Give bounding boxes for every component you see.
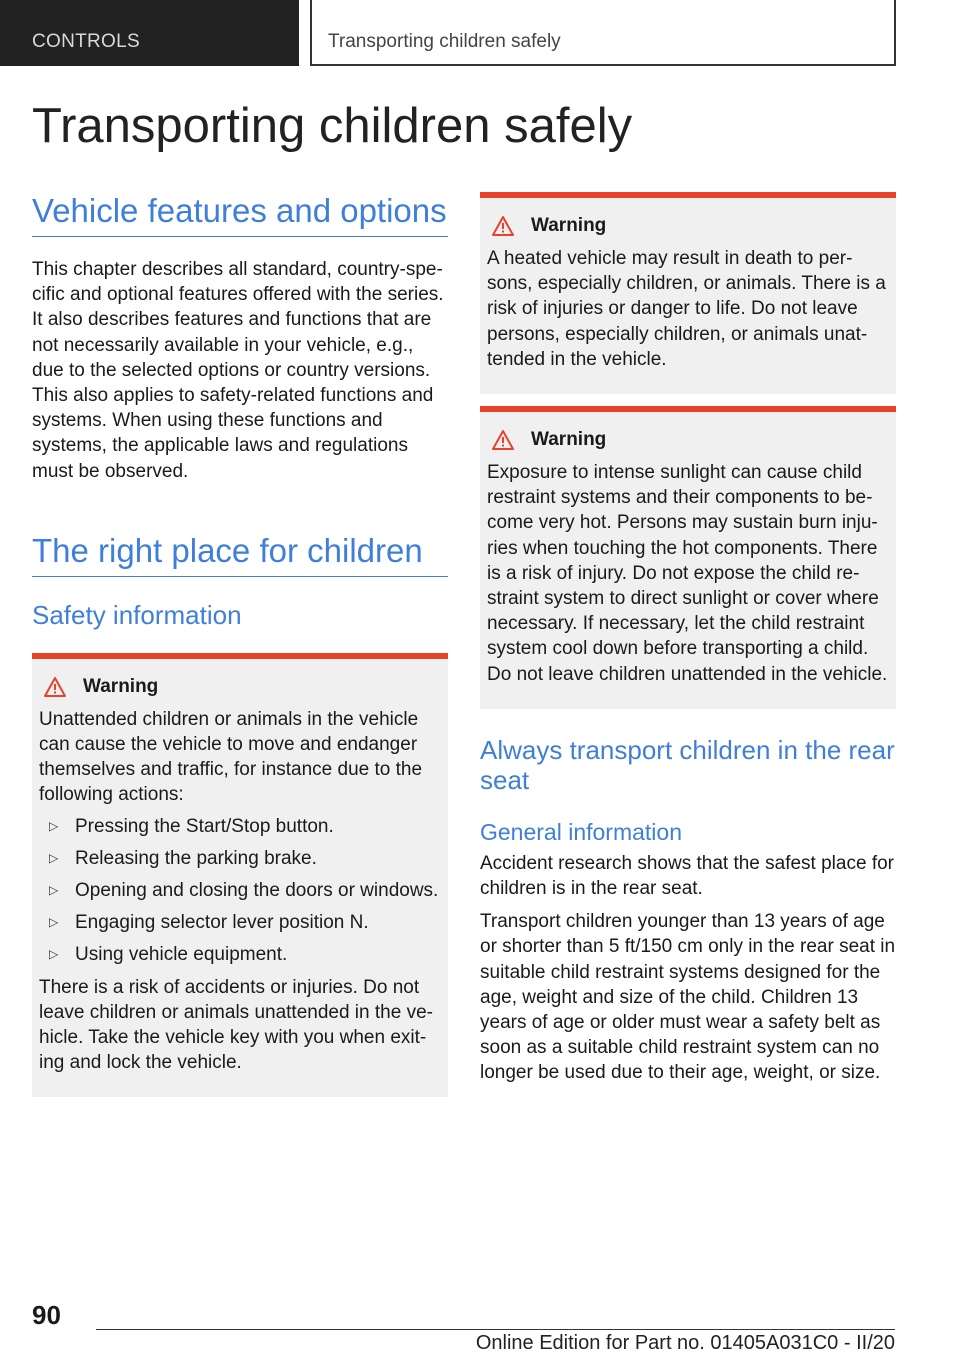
triangle-bullet-icon: ▷ xyxy=(49,947,59,962)
vehicle-features-text: This chapter describes all standard, country-specific and optional features offered with the series. It also describes features and functions that are not necessarily available in your vehicle, e.g., due to the selected options or country versions. This also applies to safety-related functions and systems. When using these functions and systems, the applicable laws and regulations must be observed. xyxy=(32,259,444,482)
heading-vehicle-features: Vehicle features and options xyxy=(32,190,448,237)
warning-label: Warning xyxy=(531,215,607,236)
footer-edition: Online Edition for Part no. 01405A031C0 - II/20 xyxy=(475,1332,895,1354)
warning-box-sunlight xyxy=(480,406,896,709)
header-section-tab: CONTROLS xyxy=(0,0,299,66)
list-item-text: Pressing the Start/Stop button. xyxy=(75,815,334,837)
footer-divider xyxy=(96,1329,895,1330)
triangle-bullet-icon: ▷ xyxy=(49,883,59,898)
warning-triangle-icon xyxy=(43,676,67,698)
heading-safety-information: Safety information xyxy=(32,599,242,630)
triangle-bullet-icon: ▷ xyxy=(49,818,59,833)
warning-header xyxy=(487,428,888,452)
list-item xyxy=(39,846,440,871)
list-item-text: Releasing the parking brake. xyxy=(75,847,317,869)
warning-box-heated-vehicle xyxy=(480,192,896,394)
page-title: Transporting children safely xyxy=(32,99,633,153)
triangle-bullet-icon: ▷ xyxy=(49,915,59,930)
list-item-text: Using vehicle equipment. xyxy=(75,944,288,966)
heading-general-information: General information xyxy=(480,818,682,845)
list-item-text: Opening and closing the doors or windows. xyxy=(75,880,439,902)
rear-seat-paragraph-2: Transport children younger than 13 years of age or shorter than 5 ft/150 cm only in the rear seat in suitable child restraint systems designed for the age, weight and size of the child. Children 13 years of age or older must wear a safety belt as soon as a suitable child restraint system can no longer be used due to their age, weight, or size. xyxy=(480,911,896,1084)
heading-rear-seat: Always transport children in the rear seat xyxy=(480,734,895,795)
warning-box-unattended xyxy=(32,653,448,1098)
warning-action-list xyxy=(39,814,440,968)
warning-header xyxy=(39,675,440,699)
page-number: 90 xyxy=(32,1300,61,1330)
warning-intro-text: Unattended children or animals in the vehicle can cause the vehicle to move and endanger themselves and traffic, for instance due to the following actions: xyxy=(39,708,423,806)
warning-triangle-icon xyxy=(491,215,515,237)
list-item xyxy=(39,878,440,903)
list-item-text: Engaging selector lever position N. xyxy=(75,912,369,934)
header-chapter-title: Transporting children safely xyxy=(310,0,896,66)
left-column xyxy=(32,190,448,1097)
warning-label: Warning xyxy=(83,675,159,697)
list-item xyxy=(39,942,440,967)
warning-text: A heated vehicle may result in death to persons, especially children, or animals. There is a risk of injuries or danger to life. Do not leave persons, especially children, or animals unattended in the vehicle. xyxy=(487,248,886,370)
list-item xyxy=(39,814,440,839)
warning-text: Exposure to intense sunlight can cause child restraint systems and their components to become very hot. Persons may sustain burn injuries when touching the hot components. There is a risk of injury. Do not expose the child restraint system to direct sunlight or cover where necessary. If necessary, let the child restraint system cool down before transporting a child. Do not leave children unattended in the vehicle. xyxy=(487,462,888,685)
heading-right-place: The right place for children xyxy=(32,530,448,577)
warning-label: Warning xyxy=(531,429,607,451)
rear-seat-paragraph-1: Accident research shows that the safest place for children is in the rear seat. xyxy=(480,852,894,900)
warning-header xyxy=(487,214,888,238)
warning-outro-text: There is a risk of accidents or injuries. Do not leave children or animals unattended in the vehicle. Take the vehicle key with you when exiting and lock the vehicle. xyxy=(39,976,433,1074)
list-item xyxy=(39,910,440,935)
triangle-bullet-icon: ▷ xyxy=(49,850,59,865)
warning-triangle-icon xyxy=(491,429,515,451)
right-column xyxy=(480,192,896,1086)
